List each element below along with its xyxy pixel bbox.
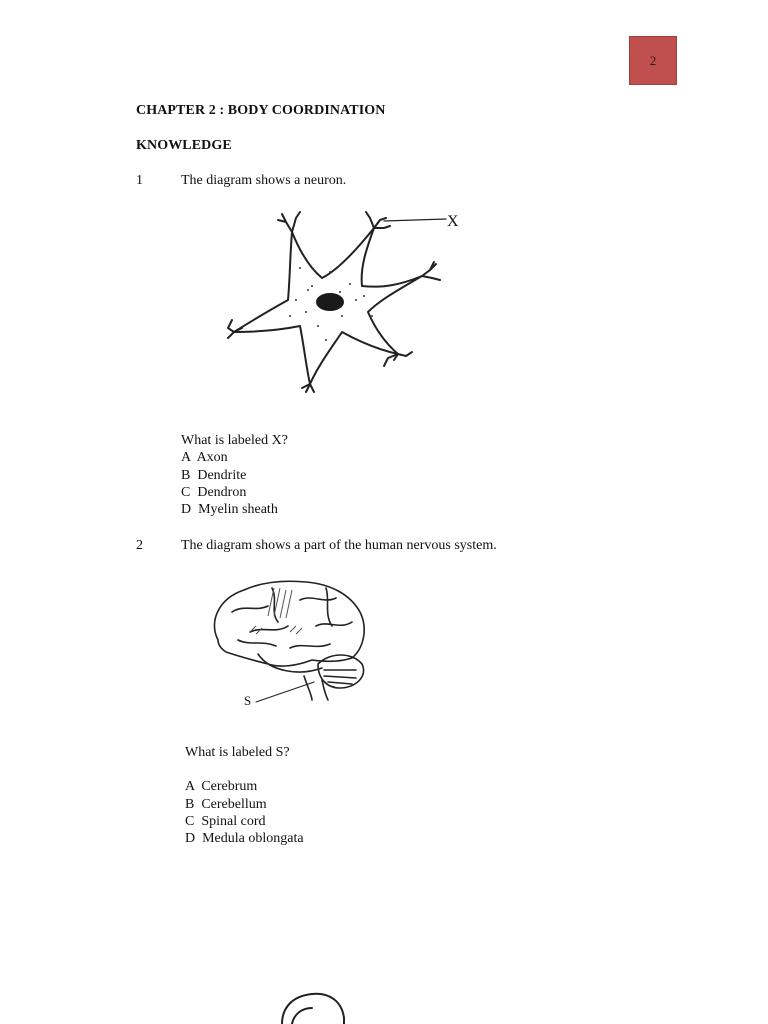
question-1-number: 1: [136, 173, 143, 188]
brain-label-s: S: [244, 693, 252, 708]
section-title: KNOWLEDGE: [136, 138, 232, 153]
question-1-prompt: What is labeled X?: [181, 433, 288, 448]
question-2-text: The diagram shows a part of the human nervous system.: [181, 538, 497, 553]
question-2-option-b: B Cerebellum: [185, 797, 267, 812]
question-2-prompt: What is labeled S?: [185, 745, 290, 760]
neuron-label-x: X: [447, 213, 459, 230]
question-2-number: 2: [136, 538, 143, 553]
question-1-option-c: C Dendron: [181, 485, 247, 500]
question-1-option-a: A Axon: [181, 450, 228, 465]
question-1-text: The diagram shows a neuron.: [181, 173, 347, 188]
question-1-option-b: B Dendrite: [181, 468, 247, 483]
question-2-option-a: A Cerebrum: [185, 779, 258, 794]
question-2-option-c: C Spinal cord: [185, 814, 266, 829]
question-1-option-d: D Myelin sheath: [181, 502, 278, 517]
chapter-title: CHAPTER 2 : BODY COORDINATION: [136, 103, 386, 118]
question-2-option-d: D Medula oblongata: [185, 831, 304, 846]
page-number: 2: [649, 52, 657, 68]
